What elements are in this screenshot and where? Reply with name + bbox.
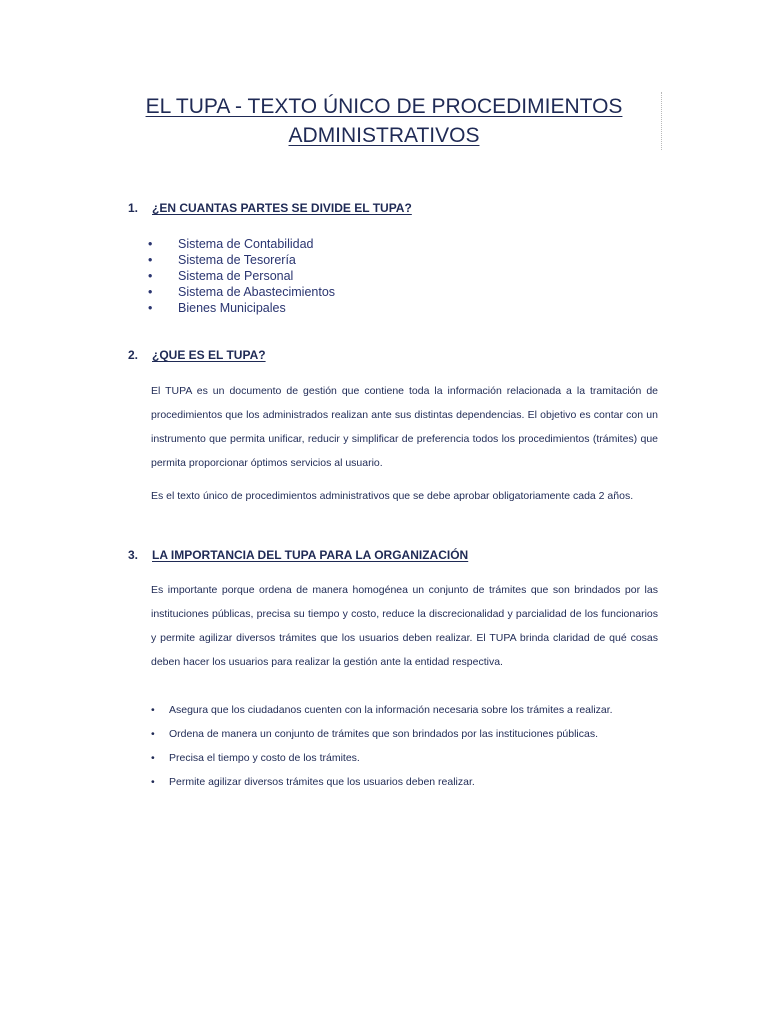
list-item: • Sistema de Abastecimientos	[148, 285, 336, 299]
list-item: • Sistema de Contabilidad	[148, 237, 314, 251]
title-line-1: EL TUPA - TEXTO ÚNICO DE PROCEDIMIENTOS	[145, 95, 623, 118]
section-2-heading	[128, 348, 266, 362]
section-1-heading	[128, 201, 412, 215]
bullet-icon: •	[148, 285, 153, 299]
bullet-icon: •	[148, 237, 153, 251]
bullet-icon: •	[151, 704, 155, 716]
list-item: • Permite agilizar diversos trámites que los usuarios deben realizar.	[151, 770, 613, 794]
section-3-list	[151, 698, 613, 794]
section-3-title: LA IMPORTANCIA DEL TUPA PARA LA ORGANIZACIÓN	[152, 548, 469, 562]
list-item: • Asegura que los ciudadanos cuenten con la información necesaria sobre los trámites a realizar.	[151, 698, 613, 722]
document-title	[0, 92, 768, 150]
list-item: • Precisa el tiempo y costo de los trámites.	[151, 746, 613, 770]
section-2-number: 2.	[128, 348, 139, 362]
bullet-icon: •	[148, 253, 153, 267]
section-3-paragraph: Es importante porque ordena de manera homogénea un conjunto de trámites que son brindados por las instituciones públicas, precisa su tiempo y costo, reduce la discrecionalidad y parcialidad de los funcionarios y permite agilizar diversos trámites que los usuarios deben realizar. El TUPA brinda claridad de qué cosas deben hacer los usuarios para realizar la gestión ante la entidad respectiva.	[151, 584, 658, 668]
list-item: • Ordena de manera un conjunto de trámites que son brindados por las instituciones públicas.	[151, 722, 613, 746]
list-item: • Bienes Municipales	[148, 301, 286, 315]
list-item: • Sistema de Tesorería	[148, 253, 296, 267]
bullet-icon: •	[151, 728, 155, 740]
section-3-number: 3.	[128, 548, 139, 562]
section-3-heading	[128, 548, 468, 562]
list-item: • Sistema de Personal	[148, 269, 294, 283]
bullet-icon: •	[151, 752, 155, 764]
bullet-icon: •	[148, 301, 153, 315]
section-2-title: ¿QUE ES EL TUPA?	[152, 348, 266, 362]
title-line-2: ADMINISTRATIVOS	[288, 124, 480, 147]
section-1-list	[148, 236, 335, 316]
margin-dotted-line	[661, 92, 662, 150]
bullet-icon: •	[148, 269, 153, 283]
section-2-paragraph-2: Es el texto único de procedimientos administrativos que se debe aprobar obligatoriamente cada 2 años.	[151, 490, 634, 502]
section-1-title: ¿EN CUANTAS PARTES SE DIVIDE EL TUPA?	[152, 201, 412, 215]
section-2-paragraph-1: El TUPA es un documento de gestión que contiene toda la información relacionada a la tramitación de procedimientos que los administrados realizan ante sus distintas dependencias. El objetivo es contar con un instrumento que permita unificar, reducir y simplificar de preferencia todos los procedimientos (trámites) que permita proporcionar óptimos servicios al usuario.	[151, 385, 658, 469]
section-1-number: 1.	[128, 201, 139, 215]
bullet-icon: •	[151, 776, 155, 788]
